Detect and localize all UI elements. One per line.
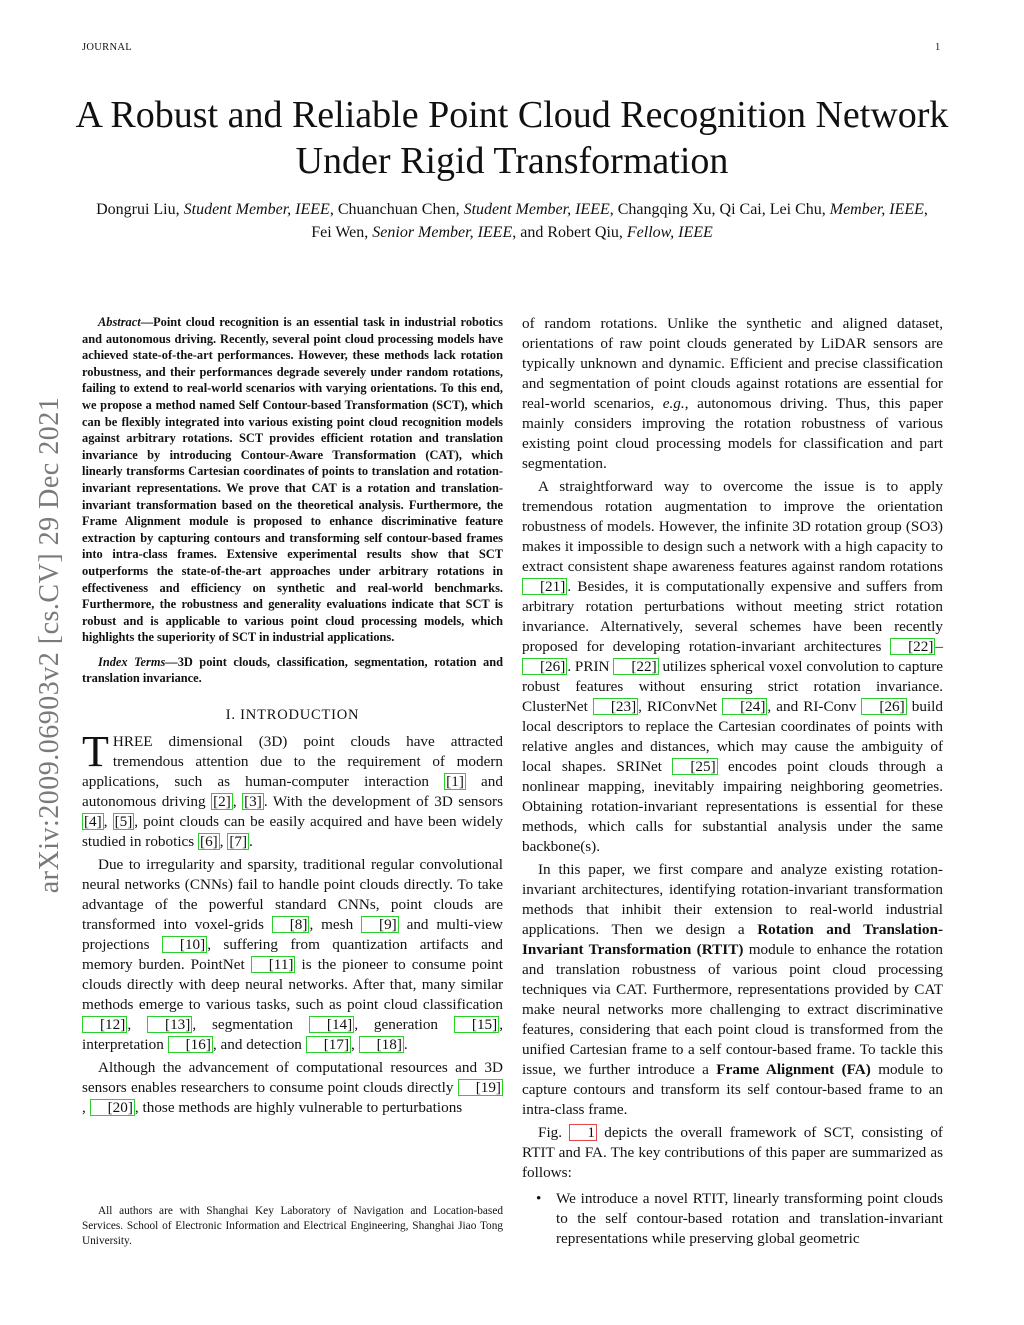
citation-link[interactable]: [6]: [200, 833, 218, 851]
right-paragraph-3: [522, 860, 943, 1120]
citation-link[interactable]: [19]: [458, 1079, 503, 1096]
right-paragraph-1: [522, 314, 943, 474]
drop-cap: T: [82, 727, 109, 777]
text-run: , interpretation: [82, 1016, 504, 1054]
text-run: utilizes spherical voxel convolution to capture robust features without ensuring strict rotation invariance. ClusterNet: [522, 658, 943, 715]
text-run: ,: [103, 813, 113, 831]
text-run: , those methods are highly vulnerable to perturbations: [134, 1099, 463, 1117]
section-heading-introduction: I. INTRODUCTION: [225, 707, 360, 724]
text-run: , generation: [354, 1016, 454, 1034]
citation-link[interactable]: [22]: [613, 658, 658, 675]
text-run: .: [249, 833, 253, 851]
citation-link[interactable]: [1]: [446, 773, 464, 791]
text-run: , and detection: [212, 1036, 306, 1054]
text-run: Student Member, IEEE: [463, 201, 610, 218]
text-run: Fellow, IEEE: [626, 224, 713, 241]
text-run: . PRIN: [567, 658, 614, 675]
figure-reference-link[interactable]: 1: [569, 1124, 597, 1141]
text-run: , Changqing Xu, Qi Cai, Lei Chu,: [609, 201, 830, 218]
text-run: ,: [127, 1016, 148, 1034]
citation-link[interactable]: [12]: [82, 1016, 127, 1033]
citation-link[interactable]: [9]: [361, 916, 399, 933]
affiliation-footnote: All authors are with Shanghai Key Laboratory of Navigation and Location-based Services. School of Electronic Information and Electrical Engineering, Shanghai Jiao Tong University.: [82, 1205, 503, 1247]
text-run: encodes point clouds through a nonlinear mapping, inevitably impairing neighboring geometries. Obtaining rotation-invariant representations is essential for these methods, which calls for substantial analysis under the same backbone(s).: [522, 758, 943, 855]
citation-link[interactable]: [21]: [522, 578, 567, 595]
intro-paragraph-1-text: [82, 727, 504, 851]
text-run: –: [935, 638, 943, 655]
text-run: .: [403, 1036, 408, 1054]
intro-paragraph-2: [82, 855, 503, 1055]
text-run: Due to irregularity and sparsity, traditional regular convolutional neural networks (CNNs) fail to handle point clouds directly. To take advantage of the powerful standard CNNs, point clouds are transformed into voxel-grids: [82, 856, 503, 934]
text-run: , segmentation: [192, 1016, 309, 1034]
citation-link[interactable]: [15]: [454, 1016, 499, 1033]
intro-paragraph-1: [82, 727, 504, 852]
running-header: JOURNAL: [82, 42, 132, 53]
citation-link[interactable]: [13]: [147, 1016, 192, 1033]
text-run: , RIConvNet: [638, 698, 723, 715]
index-terms-label: Index Terms: [98, 654, 166, 669]
right-column: [522, 314, 943, 1249]
text-run: , and RI-Conv: [767, 698, 862, 715]
text-run: Dongrui Liu,: [96, 201, 184, 218]
index-terms-text: —3D point clouds, classification, segmentation, rotation and translation invariance.: [82, 654, 503, 686]
right-paragraph-4: [522, 1123, 943, 1183]
citation-link[interactable]: [22]: [890, 638, 935, 655]
text-run: depicts the overall framework of SCT, consisting of RTIT and FA. The key contributions of this paper are summarized as follows:: [522, 1124, 943, 1181]
text-run: , Fei Wen,: [311, 201, 928, 241]
text-run: Although the advancement of computational resources and 3D sensors enables researchers to consume point clouds directly: [82, 1059, 503, 1097]
text-run: , Chuanchuan Chen,: [329, 201, 464, 218]
citation-link[interactable]: [11]: [251, 956, 296, 973]
arxiv-identifier: arXiv:2009.06903v2 [cs.CV] 29 Dec 2021: [34, 396, 65, 894]
text-run: Fig.: [538, 1124, 570, 1141]
page-number: 1: [935, 42, 941, 53]
text-run: ,: [351, 1036, 359, 1054]
text-run: module to enhance the rotation and translation robustness of various point cloud processing techniques via CAT. Furthermore, representations provided by CAT make neural networks more challenging to extract discriminative features, considering that each point cloud is transformed from the unified Cartesian frame to a self contour-based frame. To tackle this issue, we further introduce a: [522, 941, 944, 1078]
intro-paragraph-3: [82, 1058, 503, 1118]
text-run: HREE dimensional (3D) point clouds have attracted tremendous attention due to the requirement of modern applications, such as human-computer interaction: [82, 733, 503, 791]
citation-link[interactable]: [23]: [593, 698, 638, 715]
right-paragraph-2: [522, 477, 943, 857]
text-run: ,: [219, 833, 228, 851]
author-list: [90, 198, 934, 244]
text-run: ,: [232, 793, 243, 811]
citation-link[interactable]: [8]: [272, 916, 310, 933]
text-run: is the pioneer to consume point clouds directly with deep neural networks. After that, many similar methods emerge to various tasks, such as point cloud classification: [82, 956, 504, 1014]
contribution-bullet-text: We introduce a novel RTIT, linearly transforming point clouds to the self contour-based rotation and translation-invariant representations while preserving global geometric: [556, 1190, 943, 1247]
text-run: module to capture contours and transform its self contour-based frame to an intra-class frame.: [522, 1061, 944, 1118]
citation-link[interactable]: [14]: [309, 1016, 354, 1033]
text-run: . Besides, it is computationally expensive and suffers from arbitrary rotation perturbations without meeting strict rotation invariance. Alternatively, several schemes have been recently proposed for developing rotation-invariant architectures: [522, 578, 943, 655]
citation-link[interactable]: [26]: [861, 698, 906, 715]
citation-link[interactable]: [3]: [244, 793, 262, 811]
text-run: Student Member, IEEE: [183, 201, 330, 218]
text-run: , point clouds can be easily acquired and have been widely studied in robotics: [82, 813, 504, 851]
citation-link[interactable]: [25]: [672, 758, 717, 775]
text-run: Rotation and Translation-Invariant Transformation (RTIT): [522, 921, 943, 958]
bullet-marker: •: [536, 1190, 542, 1207]
text-run: and autonomous driving: [82, 773, 503, 811]
citation-link[interactable]: [20]: [90, 1099, 135, 1116]
text-run: , suffering from quantization artifacts and memory burden. PointNet: [82, 936, 503, 974]
text-run: of random rotations. Unlike the synthetic and aligned dataset, orientations of raw point clouds generated by LiDAR sensors are typically unknown and dynamic. Efficient and precise classification and segmentation of point clouds against rotations are essential for real-world scenarios,: [522, 315, 943, 412]
text-run: , and Robert Qiu,: [512, 224, 627, 241]
citation-link[interactable]: [16]: [168, 1036, 213, 1053]
text-run: In this paper, we first compare and analyze existing rotation-invariant architectures, identifying rotation-invariant transformation methods that inhibit their extension to real-world industrial applications. Then we design a: [522, 861, 943, 938]
text-run: Frame Alignment (FA): [716, 1061, 871, 1078]
paper-title: A Robust and Reliable Point Cloud Recognition Network Under Rigid Transformation: [75, 94, 949, 182]
text-run: Member, IEEE: [829, 201, 924, 218]
citation-link[interactable]: [18]: [359, 1036, 404, 1053]
citation-link[interactable]: [26]: [522, 658, 567, 675]
abstract-text: —Point cloud recognition is an essential task in industrial robotics and autonomous driving. Recently, several point cloud processing models have achieved state-of-the-art performances. However, these methods lack rotation robustness, and their performances degrade severely under random rotations, failing to extend to real-world scenarios with varying orientations. To this end, we propose a method named Self Contour-based Transformation (SCT), which can be flexibly integrated into various existing point cloud recognition models against arbitrary rotations. SCT provides efficient rotation and translation invariance by introducing Contour-Aware Transformation (CAT), which linearly transforms Cartesian coordinates of points to translation and rotation-invariant representations. We prove that CAT is a rotation and translation-invariant transformation based on the theoretical analysis. Furthermore, the Frame Alignment module is proposed to enhance discriminative feature extraction by capturing contours and transforming self contour-based frames into intra-class frames. Extensive experimental results show that SCT outperforms the state-of-the-art approaches under arbitrary rotations in effectiveness and efficiency on synthetic and real-world benchmarks. Furthermore, the robustness and generality evaluations indicate that SCT is robust and is applicable to various point cloud processing models, which highlights the superiority of SCT in industrial applications.: [82, 315, 503, 645]
citation-link[interactable]: [17]: [306, 1036, 351, 1053]
citation-link[interactable]: [10]: [162, 936, 207, 953]
citation-link[interactable]: [7]: [229, 833, 248, 851]
arxiv-sidebar: [30, 345, 70, 945]
text-run: A straightforward way to overcome the issue is to apply tremendous rotation augmentation to improve the orientation robustness of models. However, the infinite 3D rotation group (SO3) makes it impossible to design such a network with a high capacity to extract consistent shape awareness features against random rotations: [522, 478, 943, 575]
left-column: [82, 314, 503, 1121]
text-run: Senior Member, IEEE: [372, 224, 513, 241]
citation-link[interactable]: [2]: [213, 793, 231, 811]
citation-link[interactable]: [4]: [84, 813, 102, 831]
text-run: ,: [82, 1099, 90, 1117]
citation-link[interactable]: [24]: [722, 698, 767, 715]
contribution-bullet: [522, 1189, 943, 1249]
citation-link[interactable]: [5]: [114, 813, 133, 831]
abstract-label: Abstract: [98, 315, 141, 329]
abstract: [82, 314, 503, 646]
index-terms: [82, 654, 503, 687]
text-run: . With the development of 3D sensors: [263, 793, 504, 811]
text-run: , autonomous driving. Thus, this paper mainly considers improving the rotation robustness of various existing point cloud processing models for classification and part segmentation.: [522, 395, 943, 472]
text-run: e.g.: [662, 395, 685, 412]
text-run: , mesh: [309, 916, 362, 934]
text-run: and multi-view projections: [82, 916, 504, 954]
text-run: build local descriptors to replace the Cartesian coordinates of points with relative angles and distances, which may cause the ambiguity of local shapes. SRINet: [522, 698, 943, 775]
